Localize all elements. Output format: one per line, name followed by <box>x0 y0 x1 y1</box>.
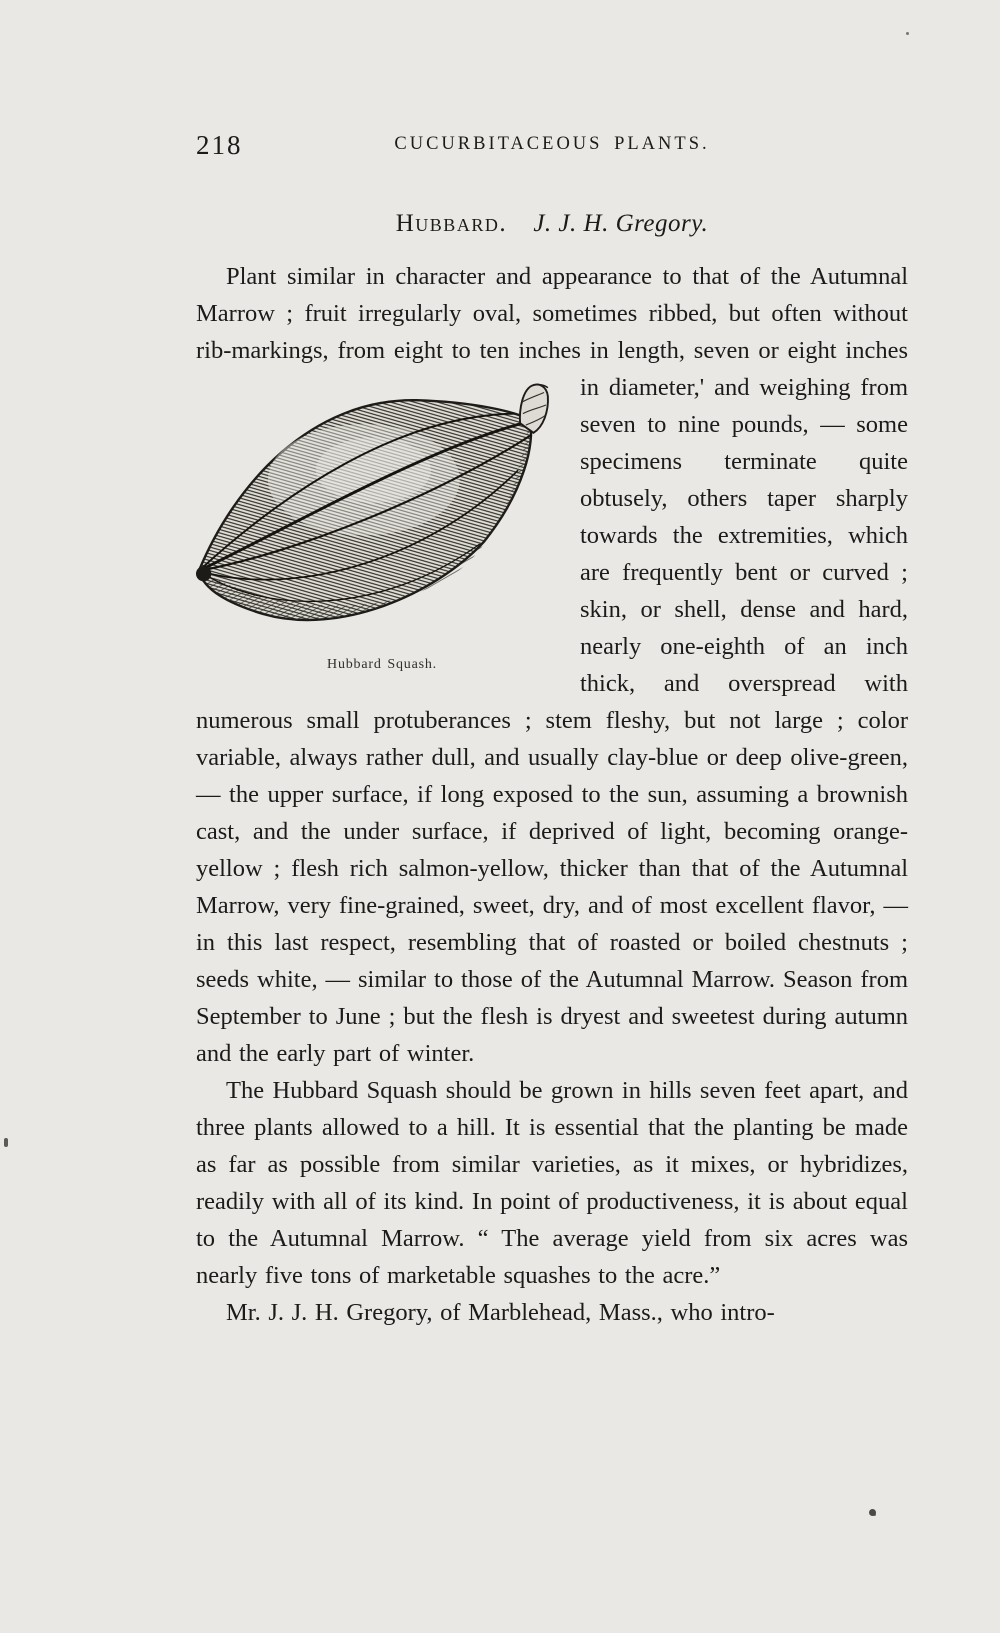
scan-speck-left-edge <box>4 1138 8 1147</box>
running-header: CUCURBITACEOUS PLANTS. <box>394 134 710 154</box>
squash-illustration-image <box>196 379 568 640</box>
paragraph-1-after-figure: length, seven or eight inches in diameter,' and weighing from seven to nine pounds, — some specimens terminate quite obtusely, others taper sharply towards the extremities, which are frequently bent or curved ; skin, or shell, dense and hard, nearly one-eighth of an inch thick, and overspread with numerous small protuberances ; stem fleshy, but not large ; color variable, always rather dull, and usually clay-blue or deep olive-green, — the upper surface, if long exposed to the sun, assuming a brownish cast, and the under surface, if deprived of light, becoming orange-yellow ; flesh rich salmon-yellow, thicker than that of the Autumnal Marrow, very fine-grained, sweet, dry, and of most excellent flavor, — in this last respect, resembling that of roasted or boiled chestnuts ; seeds white, — similar to those of the Autumnal Marrow. Season from September to June ; but the flesh is dryest and sweetest during autumn and the early part of winter. <box>196 337 908 1067</box>
squash-figure <box>196 379 568 683</box>
scan-speck-top-right <box>906 32 909 35</box>
heading-author: J. J. H. Gregory. <box>533 210 709 237</box>
page-number: 218 <box>196 130 243 160</box>
page-header <box>196 130 908 164</box>
paragraph-1-before-figure: Plant similar in character and appearance to that of the Autumnal Marrow ; fruit irregularly oval, sometimes ribbed, but often without rib-markings, from eight to ten inches in <box>196 263 908 364</box>
heading-title: Hubbard. <box>395 210 508 237</box>
section-heading <box>196 210 908 238</box>
paragraph-2: The Hubbard Squash should be grown in hills seven feet apart, and three plants allowed to a hill. It is essential that the planting be made as far as possible from similar varieties, as it mixes, or hybridizes, readily with all of its kind. In point of productiveness, it is about equal to the Autumnal Marrow. “ The average yield from six acres was nearly five tons of marketable squashes to the acre.” <box>196 1077 908 1289</box>
figure-caption: Hubbard Squash. <box>327 657 437 672</box>
paragraph-1 <box>196 258 908 1072</box>
page-content <box>196 0 908 1331</box>
scan-speck-bottom-right <box>869 1509 876 1516</box>
paragraph-3: Mr. J. J. H. Gregory, of Marblehead, Mass., who intro- <box>226 1299 775 1326</box>
